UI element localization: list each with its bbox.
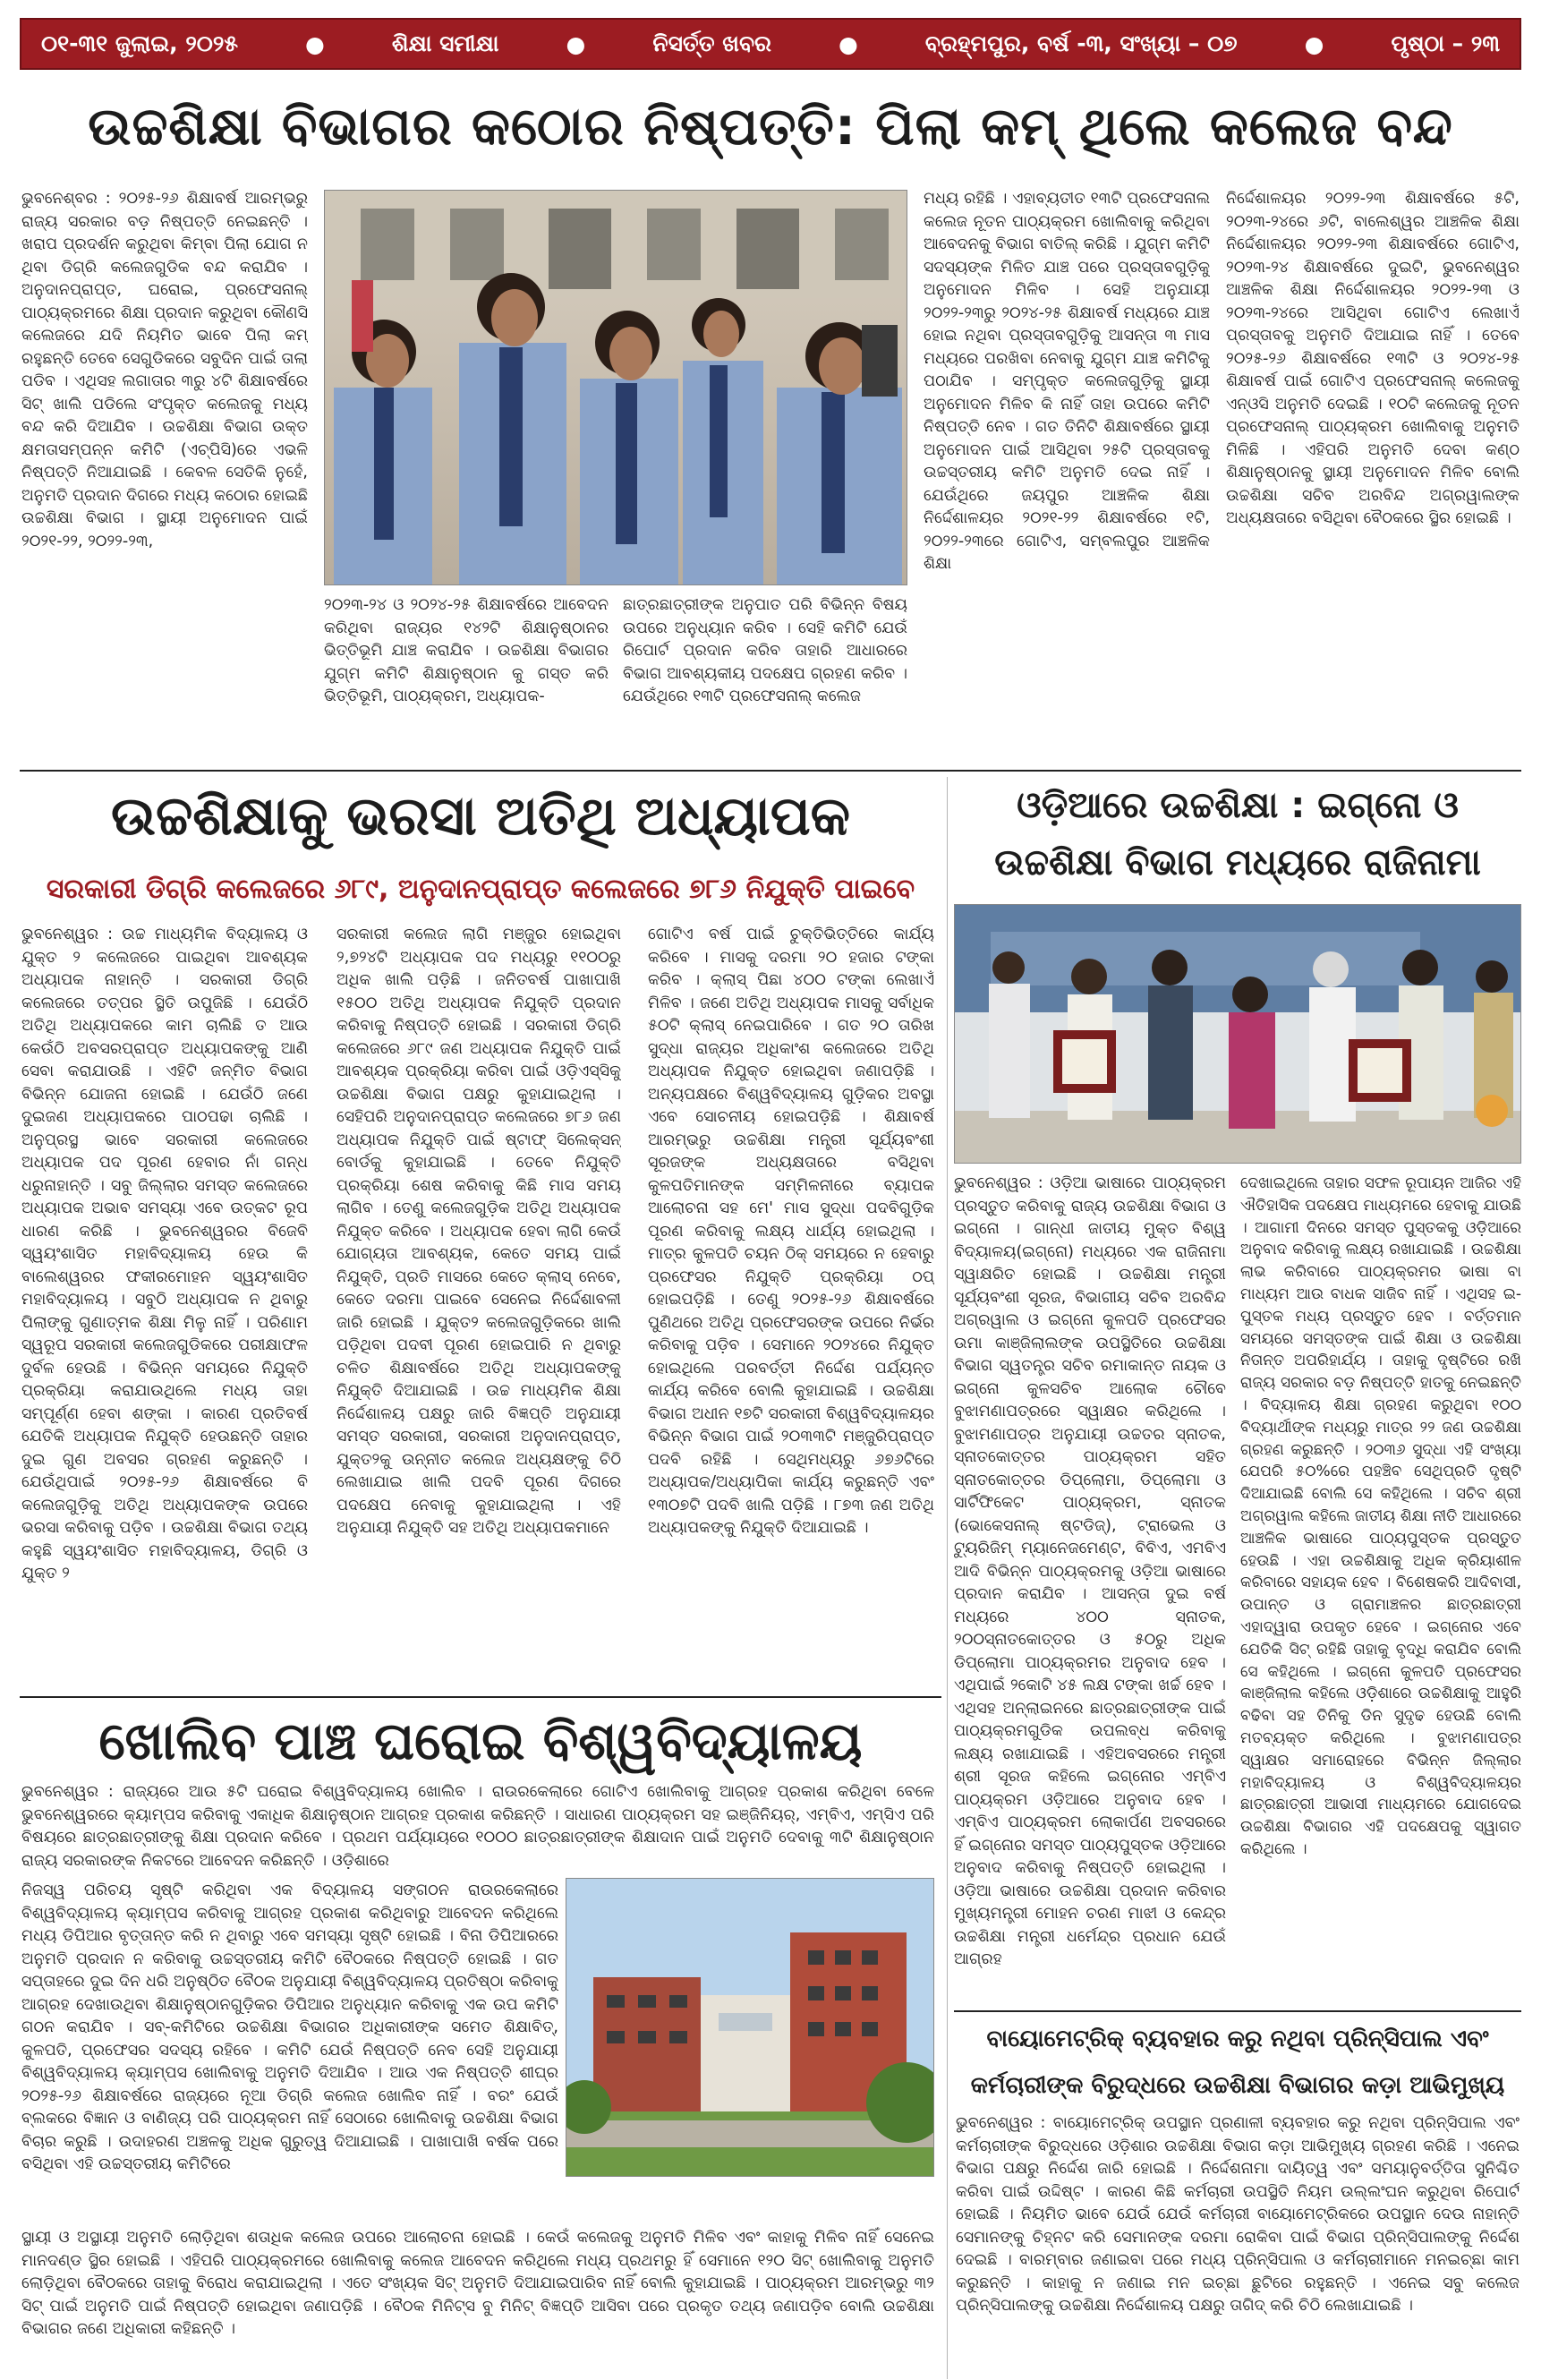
article5-headline-line1: ବାୟୋମେଟ୍ରିକ୍ ବ୍ୟବହାର କରୁ ନଥିବା ପ୍ରିନ୍ସିପାଲ ଏବଂ [986, 2026, 1489, 2052]
students-photo [324, 190, 907, 585]
article1-col4: ମଧ୍ୟ ରହିଛି । ଏହାବ୍ୟତୀତ ୧୩ଟି ପ୍ରଫେସନାଲ କଲେଜ ନୂତନ ପାଠ୍ୟକ୍ରମ ଖୋଲିବାକୁ କରିଥିବା ଆବେଦନକୁ ବିଭାଗ ବାତିଲ୍ କରିଛି । ଯୁଗ୍ମ କମିଟି ସଦସ୍ୟଙ୍କ ମିଳିତ ଯାଞ୍ଚ ପରେ ପ୍ରସ୍ତାବଗୁଡ଼ିକୁ ଅନୁମୋଦନ ମିଳିବ । ସେହି ଅନୁଯାୟୀ ୨୦୨୨-୨୩ରୁ ୨୦୨୪-୨୫ ଶିକ୍ଷାବର୍ଷ ମଧ୍ୟରେ ଯାଞ୍ଚ ହୋଇ ନଥିବା ପ୍ରସ୍ତାବଗୁଡ଼ିକୁ ଆସନ୍ତା ୩ ମାସ ମଧ୍ୟରେ ପରଖିବା ନେବାକୁ ଯୁଗ୍ମ ଯାଞ୍ଚ କମିଟିକୁ ପଠାଯିବ । ସମ୍ପୃକ୍ତ କଲେଜଗୁଡ଼ିକୁ ସ୍ଥାୟୀ ଅନୁମୋଦନ ମିଳିବ କି ନାହିଁ ତାହା ଉପରେ କମିଟି ନିଷ୍ପତ୍ତି ନେବ । ଗତ ତିନିଟି ଶିକ୍ଷାବର୍ଷରେ ସ୍ଥାୟୀ ଅନୁମୋଦନ ପାଇଁ ଆସିଥିବା ୨୫ଟି ପ୍ରସ୍ତାବକୁ ଉଚ୍ଚସ୍ତରୀୟ କମିଟି ଅନୁମତି ଦେଇ ନାହିଁ । ଯେଉଁଥିରେ ଜୟପୁର ଆଞ୍ଚଳିକ ଶିକ୍ଷା ନିର୍ଦ୍ଦେଶାଳୟର ୨୦୨୧-୨୨ ଶିକ୍ଷାବର୍ଷରେ ୧ଟି, ୨୦୨୨-୨୩ରେ ଗୋଟିଏ, ସମ୍ବଲପୁର ଆଞ୍ଚଳିକ ଶିକ୍ଷା [924, 190, 1210, 573]
article2-headline: ଉଚ୍ଚଶିକ୍ଷାକୁ ଭରସା ଅତିଥି ଅଧ୍ୟାପକ [111, 785, 850, 848]
article4-lead: ଭୁବନେଶ୍ୱର : ରାଜ୍ୟରେ ଆଉ ୫ଟି ଘରୋଇ ବିଶ୍ୱବିଦ୍ୟାଳୟ ଖୋଲିବ । ରାଉରକେଲାରେ ଗୋଟିଏ ଖୋଲିବାକୁ ଆଗ୍ରହ ପ୍ରକାଶ କରିଥିବା ବେଳେ ଭୁବନେଶ୍ୱରରେ କ୍ୟାମ୍ପସ କରିବାକୁ ଏକାଧିକ ଶିକ୍ଷାନୁଷ୍ଠାନ ଆଗ୍ରହ ପ୍ରକାଶ କରିଛନ୍ତି । ସାଧାରଣ ପାଠ୍ୟକ୍ରମ ସହ ଇଞ୍ଜିନିୟର୍, ଏମ୍‌ବିଏ, ଏମ୍‌ସିଏ ପରି ବିଷୟରେ ଛାତ୍ରଛାତ୍ରୀଙ୍କୁ ଶିକ୍ଷା ପ୍ରଦାନ କରିବେ । ପ୍ରଥମ ପର୍ଯ୍ୟାୟରେ ୧୦୦୦ ଛାତ୍ରଛାତ୍ରୀଙ୍କ ଶିକ୍ଷାଦାନ ପାଇଁ ଅନୁମତି ଦେବାକୁ ୩ଟି ଶିକ୍ଷାନୁଷ୍ଠାନ ରାଜ୍ୟ ସରକାରଙ୍କ ନିକଟରେ ଆବେଦନ କରିଛନ୍ତି । ଓଡ଼ିଶାରେ [21, 1783, 934, 1870]
bullet-1: ● [305, 30, 325, 57]
article1-col5: ନିର୍ଦ୍ଦେଶାଳୟର ୨୦୨୨-୨୩ ଶିକ୍ଷାବର୍ଷରେ ୫ଟି, ୨୦୨୩-୨୪ରେ ୬ଟି, ବାଲେଶ୍ୱର ଆଞ୍ଚଳିକ ଶିକ୍ଷା ନିର୍ଦ୍ଦେଶାଳୟର ୨୦୨୨-୨୩ ଶିକ୍ଷାବର୍ଷରେ ଗୋଟିଏ, ୨୦୨୩-୨୪ ଶିକ୍ଷାବର୍ଷରେ ଦୁଇଟି, ଭୁବନେଶ୍ୱର ଆଞ୍ଚଳିକ ଶିକ୍ଷା ନିର୍ଦ୍ଦେଶାଳୟର ୨୦୨୨-୨୩ ଓ ୨୦୨୩-୨୪ରେ ଆସିଥିବା ଗୋଟିଏ ଲେଖାଏଁ ପ୍ରସ୍ତାବକୁ ଅନୁମତି ଦିଆଯାଇ ନାହିଁ । ତେବେ ୨୦୨୫-୨୬ ଶିକ୍ଷାବର୍ଷରେ ୧୩ଟି ଓ ୨୦୨୪-୨୫ ଶିକ୍ଷାବର୍ଷ ପାଇଁ ଗୋଟିଏ ପ୍ରଫେସନାଲ୍ କଲେଜକୁ ଏନ୍‌ଓସି ଅନୁମତି ଦେଇଛି । ୧୦ଟି କଲେଜକୁ ନୂତନ ପ୍ରଫେସନାଲ୍ ପାଠ୍ୟକ୍ରମ ଖୋଲିବାକୁ ଅନୁମତି ମିଳିଛି । ଏହିପରି ଅନୁମତି ଦେବା କଣ୍ଠ ଶିକ୍ଷାନୁଷ୍ଠାନକୁ ସ୍ଥାୟୀ ଅନୁମୋଦନ ମିଳିବ ବୋଲି ଉଚ୍ଚଶିକ୍ଷା ସଚିବ ଅରବିନ୍ଦ ଅଗ୍ରୱାଲଙ୍କ ଅଧ୍ୟକ୍ଷତାରେ ବସିଥିବା ବୈଠକରେ ସ୍ଥିର ହୋଇଛି । [1226, 190, 1520, 527]
article2-col3: ଗୋଟିଏ ବର୍ଷ ପାଇଁ ଚୁକ୍ତିଭିତ୍ତିରେ କାର୍ଯ୍ୟ କରିବେ । ମାସକୁ ଦରମା ୨୦ ହଜାର ଟଙ୍କା କରିବ । କ୍ଲାସ୍ ପିଛା ୪୦୦ ଟଙ୍କା ଲେଖାଏଁ ମିଳିବ । ଜଣେ ଅତିଥି ଅଧ୍ୟାପକ ମାସକୁ ସର୍ବାଧିକ ୫୦ଟି କ୍ଲାସ୍ ନେଇପାରିବେ । ଗତ ୨୦ ତାରିଖ ସୁଦ୍ଧା ରାଜ୍ୟର ଅଧିକାଂଶ କଲେଜରେ ଅତିଥି ଅଧ୍ୟାପକ ନିଯୁକ୍ତ ହୋଇଥିବା ଜଣାପଡ଼ିଛି । ଅନ୍ୟପକ୍ଷରେ ବିଶ୍ୱବିଦ୍ୟାଳୟ ଗୁଡ଼ିକର ଅବସ୍ଥା ଏବେ ସୋଚନୀୟ ହୋଇପଡ଼ିଛି । ଶିକ୍ଷାବର୍ଷ ଆରମ୍ଭରୁ ଉଚ୍ଚଶିକ୍ଷା ମନ୍ତ୍ରୀ ସୂର୍ଯ୍ୟବଂଶୀ ସୂରଜଙ୍କ ଅଧ୍ୟକ୍ଷତାରେ ବସିଥିବା କୁଳପତିମାନଙ୍କ ସମ୍ମିଳନୀରେ ବ୍ୟାପକ ଆଲୋଚନା ସହ ମେ' ମାସ ସୁଦ୍ଧା ପଦବିଗୁଡ଼ିକ ପୂରଣ କରିବାକୁ ଲକ୍ଷ୍ୟ ଧାର୍ଯ୍ୟ ହୋଇଥିଲା । ମାତ୍ର କୁଳପତି ଚୟନ ଠିକ୍ ସମୟରେ ନ ହେବାରୁ ପ୍ରଫେସର ନିଯୁକ୍ତି ପ୍ରକ୍ରିୟା ଠପ୍ ହୋଇପଡ଼ିଛି । ତେଣୁ ୨୦୨୫-୨୬ ଶିକ୍ଷାବର୍ଷରେ ପୁଣିଥରେ ଅତିଥି ପ୍ରଫେସରଙ୍କ ଉପରେ ନିର୍ଭର କରିବାକୁ ପଡ଼ିବ । ସେମାନେ ୨୦୨୪ରେ ନିଯୁକ୍ତ ହୋଇଥିଲେ ପରବର୍ତ୍ତୀ ନିର୍ଦ୍ଦେଶ ପର୍ଯ୍ୟନ୍ତ କାର୍ଯ୍ୟ କରିବେ ବୋଲି କୁହାଯାଇଛି । ଉଚ୍ଚଶିକ୍ଷା ବିଭାଗ ଅଧୀନ ୧୭ଟି ସରକାରୀ ବିଶ୍ୱବିଦ୍ୟାଳୟର ବିଭିନ୍ନ ବିଭାଗ ପାଇଁ ୨୦୩୩ଟି ମଞ୍ଜୁରିପ୍ରାପ୍ତ ପଦବି ରହିଛି । ସେଥିମଧ୍ୟରୁ ୬୭୬ଟିରେ ଅଧ୍ୟାପକ/ଅଧ୍ୟାପିକା କାର୍ଯ୍ୟ କରୁଛନ୍ତି ଏବଂ ୧୩୦୭ଟି ପଦବି ଖାଲି ପଡ଼ିଛି । ୮୭୩ ଜଣ ଅତିଥି ଅଧ୍ୟାପକଙ୍କୁ ନିଯୁକ୍ତି ଦିଆଯାଇଛି । [648, 926, 934, 1537]
column-rule-right [947, 777, 948, 2379]
article1-headline: ଉଚ୍ଚଶିକ୍ଷା ବିଭାଗର କଠୋର ନିଷ୍ପତ୍ତି: ପିଲା କମ୍ ଥିଲେ କଲେଜ ବନ୍ଦ [88, 96, 1453, 157]
article4-tail: ସ୍ଥାୟୀ ଓ ଅସ୍ଥାୟୀ ଅନୁମତି ଲୋଡ଼ିଥିବା ଶତାଧିକ କଲେଜ ଉପରେ ଆଲୋଚନା ହୋଇଛି । କେଉଁ କଲେଜକୁ ଅନୁମତି ମିଳିବ ଏବଂ କାହାକୁ ମିଳିବ ନାହିଁ ସେନେଇ ମାନଦଣ୍ଡ ସ୍ଥିର ହୋଇଛି । ଏହିପରି ପାଠ୍ୟକ୍ରମରେ ଖୋଲିବାକୁ କଲେଜ ଆବେଦନ କରିଥିଲେ ମଧ୍ୟ ପ୍ରଥମରୁ ହିଁ ସେମାନେ ୧୨୦ ସିଟ୍ ଖୋଲିବାକୁ ଅନୁମତି ଲୋଡ଼ିଥିବା ବୈଠକରେ ତାହାକୁ ବିରୋଧ କରାଯାଇଥିଲା । ଏତେ ସଂଖ୍ୟକ ସିଟ୍ ଅନୁମତି ଦିଆଯାଇପାରିବ ନାହିଁ ବୋଲି କୁହାଯାଇଛି । ପାଠ୍ୟକ୍ରମ ଆରମ୍ଭରୁ ୩୨ ସିଟ୍ ପାଇଁ ଅନୁମତି ପାଇଁ ନିଷ୍ପତ୍ତି ହୋଇଥିବା ଜଣାପଡ଼ିଛି । ବୈଠକ ମିନିଟ୍ସ ବୁ ମିନିଟ୍ ବିଜ୍ଞପ୍ତି ଆସିବା ପରେ ପ୍ରକୃତ ତଥ୍ୟ ଜଣାପଡ଼ିବ ବୋଲି ଉଚ୍ଚଶିକ୍ଷା ବିଭାଗର ଜଣେ ଅଧିକାରୀ କହିଛନ୍ତି । [21, 2229, 934, 2338]
article1-col1: ଭୁବନେଶ୍ବର : ୨୦୨୫-୨୬ ଶିକ୍ଷାବର୍ଷ ଆରମ୍ଭରୁ ରାଜ୍ୟ ସରକାର ବଡ଼ ନିଷ୍ପତ୍ତି ନେଇଛନ୍ତି । ଖରାପ ପ୍ରଦର୍ଶନ କରୁଥିବା କିମ୍ବା ପିଲା ଯୋଗ ନ ଥିବା ଡିଗ୍ରି କଲେଜଗୁଡିକ ବନ୍ଦ କରାଯିବ । ଅନୁଦାନପ୍ରାପ୍ତ, ଘରୋଇ, ପ୍ରଫେସନାଲ୍ ପାଠ୍ୟକ୍ରମରେ ଶିକ୍ଷା ପ୍ରଦାନ କରୁଥିବା କୌଣସି କଲେଜରେ ଯଦି ନିୟମିତ ଭାବେ ପିଲା କମ୍ ରହୁଛନ୍ତି ତେବେ ସେଗୁଡିକରେ ସବୁଦିନ ପାଇଁ ତାଲା ପଡିବ । ଏଥିସହ ଲଗାତାର ୩ରୁ ୪ଟି ଶିକ୍ଷାବର୍ଷରେ ସିଟ୍ ଖାଲି ପଡିଲେ ସଂପୃକ୍ତ କଲେଜକୁ ମଧ୍ୟ ବନ୍ଦ କରି ଦିଆଯିବ । ଉଚ୍ଚଶିକ୍ଷା ବିଭାଗ ଉକ୍ତ କ୍ଷମତାସମ୍ପନ୍ନ କମିଟି (ଏଚ୍‌ପିସି)ରେ ଏଭଳି ନିଷ୍ପତ୍ତି ନିଆଯାଇଛି । କେବଳ ସେତିକି ନୁହେଁ, ଅନୁମତି ପ୍ରଦାନ ଦିଗରେ ମଧ୍ୟ କଠୋର ହୋଇଛି ଉଚ୍ଚଶିକ୍ଷା ବିଭାଗ । ସ୍ଥାୟୀ ଅନୁମୋଦନ ପାଇଁ ୨୦୨୧-୨୨, ୨୦୨୨-୨୩, [21, 190, 308, 550]
university-building-photo-image [566, 1879, 934, 2177]
section-name: ଶିକ୍ଷା ସମୀକ୍ଷା [391, 30, 499, 56]
article2-col2: ସରକାରୀ କଲେଜ ଲାଗି ମଞ୍ଜୁର ହୋଇଥିବା ୨,୭୨୪ଟି ଅଧ୍ୟାପକ ପଦ ମଧ୍ୟରୁ ୧୧୦୦ରୁ ଅଧିକ ଖାଲି ପଡ଼ିଛି । ଜନିତବର୍ଷ ପାଖାପାଖି ୧୫୦୦ ଅତିଥି ଅଧ୍ୟାପକ ନିଯୁକ୍ତି ପ୍ରଦାନ କରିବାକୁ ନିଷ୍ପତ୍ତି ହୋଇଛି । ସରକାରୀ ଡିଗ୍ରି କଲେଜରେ ୬୮୯ ଜଣ ଅଧ୍ୟାପକ ନିଯୁକ୍ତି ପାଇଁ ଆବଶ୍ୟକ ପ୍ରକ୍ରିୟା କରିବା ପାଇଁ ଓଡ଼ିଏସ୍‌ସିକୁ ଉଚ୍ଚଶିକ୍ଷା ବିଭାଗ ପକ୍ଷରୁ କୁହାଯାଇଥିଲା । ସେହିପରି ଅନୁଦାନପ୍ରାପ୍ତ କଲେଜରେ ୭୮୬ ଜଣ ଅଧ୍ୟାପକ ନିଯୁକ୍ତି ପାଇଁ ଷ୍ଟାଫ୍ ସିଲେକ୍ସନ୍ ବୋର୍ଡକୁ କୁହାଯାଇଛି । ତେବେ ନିଯୁକ୍ତି ପ୍ରକ୍ରିୟା ଶେଷ କରିବାକୁ କିଛି ମାସ ସମୟ ଲାଗିବ । ତେଣୁ କଲେଜଗୁଡ଼ିକ ଅତିଥି ଅଧ୍ୟାପକ ନିଯୁକ୍ତ କରିବେ । ଅଧ୍ୟାପକ ହେବା ଲାଗି କେଉଁ ଯୋଗ୍ୟତା ଆବଶ୍ୟକ, କେତେ ସମୟ ପାଇଁ ନିଯୁକ୍ତି, ପ୍ରତି ମାସରେ କେତେ କ୍ଲାସ୍ ନେବେ, କେତେ ଦରମା ପାଇବେ ସେନେଇ ନିର୍ଦ୍ଦେଶାବଳୀ ଜାରି ହୋଇଛି । ଯୁକ୍ତ୨ କଲେଜଗୁଡ଼ିକରେ ଖାଲି ପଡ଼ିଥିବା ପଦବୀ ପୂରଣ ହୋଇପାରି ନ ଥିବାରୁ ଚଳିତ ଶିକ୍ଷାବର୍ଷରେ ଅତିଥି ଅଧ୍ୟାପକଙ୍କୁ ନିଯୁକ୍ତି ଦିଆଯାଇଛି । ଉଚ୍ଚ ମାଧ୍ୟମିକ ଶିକ୍ଷା ନିର୍ଦ୍ଦେଶାଳୟ ପକ୍ଷରୁ ଜାରି ବିଜ୍ଞପ୍ତି ଅନୁଯାୟୀ ସମସ୍ତ ସରକାରୀ, ସରକାରୀ ଅନୁଦାନପ୍ରାପ୍ତ, ଯୁକ୍ତ୨କୁ ଉନ୍ନୀତ କଲେଜ ଅଧ୍ୟକ୍ଷଙ୍କୁ ଚିଠି ଲେଖାଯାଇ ଖାଲି ପଦବି ପୂରଣ ଦିଗରେ ପଦକ୍ଷେପ ନେବାକୁ କୁହାଯାଇଥିଲା । ଏହି ଅନୁଯାୟୀ ନିଯୁକ୍ତି ସହ ଅତିଥି ଅଧ୍ୟାପକମାନେ [336, 926, 621, 1537]
students-photo-image [325, 191, 907, 585]
bullet-3: ● [839, 30, 858, 57]
issue-date: ୦୧-୩୧ ଜୁଲାଇ, ୨୦୨୫ [41, 30, 238, 56]
article5-body: ଭୁବନେଶ୍ୱର : ବାୟୋମେଟ୍ରିକ୍ ଉପସ୍ଥାନ ପ୍ରଣାଳୀ ବ୍ୟବହାର କରୁ ନଥିବା ପ୍ରିନ୍ସିପାଲ ଏବଂ କର୍ମଚାରୀଙ୍କ ବିରୁଦ୍ଧରେ ଓଡ଼ିଶାର ଉଚ୍ଚଶିକ୍ଷା ବିଭାଗ କଡ଼ା ଆଭିମୁଖ୍ୟ ଗ୍ରହଣ କରିଛି । ଏନେଇ ବିଭାଗ ପକ୍ଷରୁ ନିର୍ଦ୍ଦେଶ ଜାରି ହୋଇଛି । ନିର୍ଦ୍ଦେଶନାମା ଦାୟିତ୍ୱ ଏବଂ ସମୟାନୁବର୍ତ୍ତିତା ସୁନିଶ୍ଚିତ କରିବା ପାଇଁ ଉଦ୍ଦିଷ୍ଟ । କାରଣ କିଛି କର୍ମଚାରୀ ଉପସ୍ଥିତି ନିୟମ ଉଲ୍ଲଂଘନ କରୁଥିବା ରିପୋର୍ଟ ହୋଇଛି । ନିୟମିତ ଭାବେ ଯେଉଁ ଯେଉଁ କର୍ମଚାରୀ ବାୟୋମେଟ୍ରିକରେ ଉପସ୍ଥାନ ଦେଉ ନାହାନ୍ତି ସେମାନଙ୍କୁ ଚିହ୍ନଟ କରି ସେମାନଙ୍କ ଦରମା ରୋକିବା ପାଇଁ ବିଭାଗ ପ୍ରିନ୍ସିପାଲଙ୍କୁ ନିର୍ଦ୍ଦେଶ ଦେଇଛି । ବାରମ୍ବାର ଜଣାଇବା ପରେ ମଧ୍ୟ ପ୍ରିନ୍ସିପାଲ ଓ କର୍ମଚାରୀମାନେ ମନଇଚ୍ଛା କାମ କରୁଛନ୍ତି । କାହାକୁ ନ ଜଣାଇ ମନ ଇଚ୍ଛା ଛୁଟିରେ ରହୁଛନ୍ତି । ଏନେଇ ସବୁ କଲେଜ ପ୍ରିନ୍ସିପାଲଙ୍କୁ ଉଚ୍ଚଶିକ୍ଷା ନିର୍ଦ୍ଦେଶାଳୟ ପକ୍ଷରୁ ତାଗିଦ୍ କରି ଚିଠି ଲେଖାଯାଇଛି । [956, 2114, 1520, 2315]
article5-headline-line2: କର୍ମଚାରୀଙ୍କ ବିରୁଦ୍ଧରେ ଉଚ୍ଚଶିକ୍ଷା ବିଭାଗର କଡ଼ା ଆଭିମୁଖ୍ୟ [970, 2072, 1505, 2099]
article3-headline-line2: ଉଚ୍ଚଶିକ୍ଷା ବିଭାଗ ମଧ୍ୟରେ ରାଜିନାମା [994, 842, 1481, 883]
university-building-photo [566, 1878, 934, 2177]
section-divider-1 [20, 770, 1521, 772]
section-divider-3 [954, 2010, 1521, 2012]
article3-headline-line1: ଓଡ଼ିଆରେ ଉଚ୍ଚଶିକ୍ଷା : ଇଗ୍ନୋ ଓ [1017, 785, 1459, 826]
article2-col1: ଭୁବନେଶ୍ୱର : ଉଚ୍ଚ ମାଧ୍ୟମିକ ବିଦ୍ୟାଳୟ ଓ ଯୁକ୍ତ ୨ କଲେଜରେ ପାଇଥିବା ଆବଶ୍ୟକ ଅଧ୍ୟାପକ ନାହାନ୍ତି । ସରକାରୀ ଡିଗ୍ରି କଲେଜରେ ତତ୍ପର ସ୍ଥିତି ଉପୁଜିଛି । ଯେଉଁଠି ଅତିଥି ଅଧ୍ୟାପକରେ କାମ ଚାଲିଛି ତ ଆଉ କେଉଁଠି ଅବସରପ୍ରାପ୍ତ ଅଧ୍ୟାପକଙ୍କୁ ଆଣି ସେବା କରାଯାଉଛି । ଏହିଟି ଜନ୍ମିତ ବିଭାଗ ବିଭିନ୍ନ ଯୋଜନା ହୋଇଛି । ଯେଉଁଠି ଜଣେ ଦୁଇଜଣ ଅଧ୍ୟାପକରେ ପାଠପଢା ଚାଲିଛି । ଅନୁପ୍ରସ୍ଥ ଭାବେ ସରକାରୀ କଲେଜରେ ଅଧ୍ୟାପକ ପଦ ପୂରଣ ହେବାର ନାଁ ଗନ୍ଧ ଧରୁନାହାନ୍ତି । ସବୁ ଜିଲ୍ଲାର ସମସ୍ତ କଲେଜରେ ଅଧ୍ୟାପକ ଅଭାବ ସମସ୍ୟା ଏବେ ଉତ୍କଟ ରୂପ ଧାରଣ କରିଛି । ଭୁବନେଶ୍ୱରର ବିଜେବି ସ୍ୱୟଂଶାସିତ ମହାବିଦ୍ୟାଳୟ ହେଉ କି ବାଲେଶ୍ୱରର ଫକୀରମୋହନ ସ୍ୱୟଂଶାସିତ ମହାବିଦ୍ୟାଳୟ । ସବୁଠି ଅଧ୍ୟାପକ ନ ଥିବାରୁ ପିଲାଙ୍କୁ ଗୁଣାତ୍ମକ ଶିକ୍ଷା ମିଳୁ ନାହିଁ । ପରିଣାମ ସ୍ୱରୂପ ସରକାରୀ କଲେଜଗୁଡିକରେ ପରୀକ୍ଷାଫଳ ଦୁର୍ବଳ ହେଉଛି । ବିଭିନ୍ନ ସମୟରେ ନିଯୁକ୍ତି ପ୍ରକ୍ରିୟା କରାଯାଉଥିଲେ ମଧ୍ୟ ତାହା ସମ୍ପୂର୍ଣ୍ଣ ହେବା ଶଙ୍କା । କାରଣ ପ୍ରତିବର୍ଷ ଯେତିକି ଅଧ୍ୟାପକ ନିଯୁକ୍ତି ହେଉଛନ୍ତି ତାହାର ଦୁଇ ଗୁଣ ଅବସର ଗ୍ରହଣ କରୁଛନ୍ତି । ଯେଉଁଥିପାଇଁ ୨୦୨୫-୨୬ ଶିକ୍ଷାବର୍ଷରେ ବି କଲେଜଗୁଡ଼ିକୁ ଅତିଥି ଅଧ୍ୟାପକଙ୍କ ଉପରେ ଭରସା କରିବାକୁ ପଡ଼ିବ । ଉଚ୍ଚଶିକ୍ଷା ବିଭାଗ ତଥ୍ୟ କହୁଛି ସ୍ୱୟଂଶାସିତ ମହାବିଦ୍ୟାଳୟ, ଡିଗ୍ରି ଓ ଯୁକ୍ତ ୨ [21, 926, 308, 1582]
article1-col2: ୨୦୨୩-୨୪ ଓ ୨୦୨୪-୨୫ ଶିକ୍ଷାବର୍ଷରେ ଆବେଦନ କରିଥିବା ରାଜ୍ୟର ୧୪୨ଟି ଶିକ୍ଷାନୁଷ୍ଠାନର ଭିତ୍ତିଭୂମି ଯାଞ୍ଚ କରାଯିବ । ଉଚ୍ଚଶିକ୍ଷା ବିଭାଗର ଯୁଗ୍ମ କମିଟି ଶିକ୍ଷାନୁଷ୍ଠାନ କୁ ଗସ୍ତ କରି ଭିତ୍ତିଭୂମି, ପାଠ୍ୟକ୍ରମ, ଅଧ୍ୟାପକ- [324, 596, 609, 705]
page-number: ପୃଷ୍ଠା – ୨୩ [1391, 30, 1500, 56]
article3-col1: ଭୁବନେଶ୍ୱର : ଓଡ଼ିଆ ଭାଷାରେ ପାଠ୍ୟକ୍ରମ ପ୍ରସ୍ତୁତ କରିବାକୁ ରାଜ୍ୟ ଉଚ୍ଚଶିକ୍ଷା ବିଭାଗ ଓ ଇଗ୍ନୋ । ଗାନ୍ଧୀ ଜାତୀୟ ମୁକ୍ତ ବିଶ୍ୱ ବିଦ୍ୟାଳୟ(ଇଗ୍ନୋ) ମଧ୍ୟରେ ଏକ ରାଜିନାମା ସ୍ୱାକ୍ଷରିତ ହୋଇଛି । ଉଚ୍ଚଶିକ୍ଷା ମନ୍ତ୍ରୀ ସୂର୍ଯ୍ୟବଂଶୀ ସୂରଜ, ବିଭାଗୀୟ ସଚିବ ଅରବିନ୍ଦ ଅଗ୍ରୱାଲ ଓ ଇଗ୍ନୋ କୁଳପତି ପ୍ରଫେସର ଉମା କାଞ୍ଜିଲାଲଙ୍କ ଉପସ୍ଥିତିରେ ଉଚ୍ଚଶିକ୍ଷା ବିଭାଗ ସ୍ୱତନ୍ତ୍ର ସଚିବ ରମାକାନ୍ତ ନାୟକ ଓ ଇଗ୍ନୋ କୁଳସଚିବ ଆଲୋକ ଚୌବେ ବୁଝାମଣାପତ୍ରରେ ସ୍ୱାକ୍ଷର କରିଥିଲେ । ବୁଝାମଣାପତ୍ର ଅନୁଯାୟୀ ଉଚ୍ଚତର ସ୍ନାତକ, ସ୍ନାତକୋତ୍ତର ପାଠ୍ୟକ୍ରମ ସହିତ ସ୍ନାତକୋତ୍ତର ଡିପ୍ଲୋମା, ଡିପ୍ଲୋମା ଓ ସାର୍ଟିଫିକେଟ ପାଠ୍ୟକ୍ରମ, ସ୍ନାତକ (ଭୋକେସନାଲ୍ ଷ୍ଟଡିଜ୍), ଟ୍ରାଭେଲ ଓ ଟ୍ୟୁରିଜିମ୍ ମ୍ୟାନେଜମେଣ୍ଟ, ବିବିଏ, ଏମବିଏ ଆଦି ବିଭିନ୍ନ ପାଠ୍ୟକ୍ରମକୁ ଓଡ଼ିଆ ଭାଷାରେ ପ୍ରଦାନ କରାଯିବ । ଆସନ୍ତା ଦୁଇ ବର୍ଷ ମଧ୍ୟରେ ୪୦୦ ସ୍ନାତକ, ୨୦୦ସ୍ନାତକୋତ୍ତର ଓ ୫୦ରୁ ଅଧିକ ଡିପ୍ଲୋମା ପାଠ୍ୟକ୍ରମର ଅନୁବାଦ ହେବ । ଏଥିପାଇଁ ୨କୋଟି ୪୫ ଲକ୍ଷ ଟଙ୍କା ଖର୍ଚ୍ଚ ହେବ । ଏଥିସହ ଅନ୍‌ଲାଇନରେ ଛାତ୍ରଛାତ୍ରୀଙ୍କ ପାଇଁ ପାଠ୍ୟକ୍ରମଗୁଡିକ ଉପଲବ୍ଧ କରିବାକୁ ଲକ୍ଷ୍ୟ ରଖାଯାଇଛି । ଏହିଅବସରରେ ମନ୍ତ୍ରୀ ଶ୍ରୀ ସୂରଜ କହିଲେ ଇଗ୍ନୋର ଏମ୍‌ବିଏ ପାଠ୍ୟକ୍ରମ ଓଡ଼ିଆରେ ଅନୁବାଦ ହେବ । ଏମ୍‌ବିଏ ପାଠ୍ୟକ୍ରମ ଲୋକାର୍ପଣ ଅବସରରେ ହିଁ ଇଗ୍ନୋର ସମସ୍ତ ପାଠ୍ୟପୁସ୍ତକ ଓଡ଼ିଆରେ ଅନୁବାଦ କରିବାକୁ ନିଷ୍ପତ୍ତି ହୋଇଥିଲା । ଓଡ଼ିଆ ଭାଷାରେ ଉଚ୍ଚଶିକ୍ଷା ପ୍ରଦାନ କରିବାର ମୁଖ୍ୟମନ୍ତ୍ରୀ ମୋହନ ଚରଣ ମାଝୀ ଓ କେନ୍ଦ୍ର ଉଚ୍ଚଶିକ୍ଷା ମନ୍ତ୍ରୀ ଧର୍ମେନ୍ଦ୍ର ପ୍ରଧାନ ଯେଉଁ ଆଗ୍ରହ [954, 1174, 1226, 1968]
bullet-4: ● [1304, 30, 1324, 57]
bullet-2: ● [566, 30, 586, 57]
publication-location: ବ୍ରହ୍ମପୁର, ବର୍ଷ -୩, ସଂଖ୍ୟା – ୦୭ [924, 30, 1238, 56]
masthead-bar [20, 18, 1521, 70]
article4-headline: ଖୋଲିବ ପାଞ୍ଚ ଘରୋଇ ବିଶ୍ୱବିଦ୍ୟାଳୟ [98, 1710, 863, 1771]
mou-signing-photo-image [955, 905, 1521, 1164]
section-divider-2 [20, 1696, 941, 1698]
article3-col2: ଦେଖାଇଥିଲେ ତାହାର ସଫଳ ରୂପାୟନ ଆଜିର ଏହି ଐତିହାସିକ ପଦକ୍ଷେପ ମାଧ୍ୟମରେ ହେବାକୁ ଯାଉଛି । ଆଗାମୀ ଦିନରେ ସମସ୍ତ ପୁସ୍ତକକୁ ଓଡ଼ିଆରେ ଅନୁବାଦ କରିବାକୁ ଲକ୍ଷ୍ୟ ରଖାଯାଇଛି । ଉଚ୍ଚଶିକ୍ଷା ଲାଭ କରିବାରେ ପାଠ୍ୟକ୍ରମର ଭାଷା ବା ମାଧ୍ୟମ ଆଉ ବାଧକ ସାଜିବ ନାହିଁ । ଏଥିସହ ଇ-ପୁସ୍ତକ ମଧ୍ୟ ପ୍ରସ୍ତୁତ ହେବ । ବର୍ତ୍ତମାନ ସମୟରେ ସମସ୍ତଙ୍କ ପାଇଁ ଶିକ୍ଷା ଓ ଉଚ୍ଚଶିକ୍ଷା ନିତାନ୍ତ ଅପରିହାର୍ଯ୍ୟ । ତାହାକୁ ଦୃଷ୍ଟିରେ ରଖି ରାଜ୍ୟ ସରକାର ବଡ଼ ନିଷ୍ପତ୍ତି ହାତକୁ ନେଇଛନ୍ତି । ବିଦ୍ୟାଳୟ ଶିକ୍ଷା ଗ୍ରହଣ କରୁଥିବା ୧୦୦ ବିଦ୍ୟାର୍ଥୀଙ୍କ ମଧ୍ୟରୁ ମାତ୍ର ୨୨ ଜଣ ଉଚ୍ଚଶିକ୍ଷା ଗ୍ରହଣ କରୁଛନ୍ତି । ୨୦୩୬ ସୁଦ୍ଧା ଏହି ସଂଖ୍ୟା ଯେପରି ୫୦%ରେ ପହଞ୍ଚିବ ସେଥିପ୍ରତି ଦୃଷ୍ଟି ଦିଆଯାଇଛି ବୋଲି ସେ କହିଥିଲେ । ସଚିବ ଶ୍ରୀ ଅଗ୍ରୱାଲ କହିଲେ ଜାତୀୟ ଶିକ୍ଷା ନୀତି ଆଧାରରେ ଆଞ୍ଚଳିକ ଭାଷାରେ ପାଠ୍ୟପୁସ୍ତକ ପ୍ରସ୍ତୁତ ହେଉଛି । ଏହା ଉଚ୍ଚଶିକ୍ଷାକୁ ଅଧିକ କ୍ରିୟାଶୀଳ କରିବାରେ ସହାୟକ ହେବ । ବିଶେଷକରି ଆଦିବାସୀ, ଉପାନ୍ତ ଓ ଗ୍ରାମାଞ୍ଚଳର ଛାତ୍ରଛାତ୍ରୀ ଏହାଦ୍ୱାରା ଉପକୃତ ହେବେ । ଇଗ୍ନୋର ଏବେ ଯେତିକି ସିଟ୍ ରହିଛି ତାହାକୁ ବୃଦ୍ଧି କରାଯିବ ବୋଲି ସେ କହିଥିଲେ । ଇଗ୍ନୋ କୁଳପତି ପ୍ରଫେସର କାଞ୍ଜିଲାଲ କହିଲେ ଓଡ଼ିଶାରେ ଉଚ୍ଚଶିକ୍ଷାକୁ ଆହୁରି ବଢିବା ସହ ତିନିକୁ ଡିନ ସୁଦୃଢ ହେଉଛି ବୋଲି ମତବ୍ୟକ୍ତ କରିଥିଲେ । ବୁଝାମଣାପତ୍ର ସ୍ୱାକ୍ଷର ସମାରୋହରେ ବିଭିନ୍ନ ଜିଲ୍ଲାର ମହାବିଦ୍ୟାଳୟ ଓ ବିଶ୍ୱବିଦ୍ୟାଳୟର ଛାତ୍ରଛାତ୍ରୀ ଆଭାସୀ ମାଧ୍ୟମରେ ଯୋଗଦେଇ ଉଚ୍ଚଶିକ୍ଷା ବିଭାଗର ଏହି ପଦକ୍ଷେପକୁ ସ୍ୱାଗତ କରିଥିଲେ । [1240, 1174, 1521, 1858]
article1-col3: ଛାତ୍ରଛାତ୍ରୀଙ୍କ ଅନୁପାତ ପରି ବିଭିନ୍ନ ବିଷୟ ଉପରେ ଅନୁଧ୍ୟାନ କରିବ । ସେହି କମିଟି ଯେଉଁ ରିପୋର୍ଟ ପ୍ରଦାନ କରିବ ତାହାରି ଆଧାରରେ ବିଭାଗ ଆବଶ୍ୟକୀୟ ପଦକ୍ଷେପ ଗ୍ରହଣ କରିବ । ଯେଉଁଥିରେ ୧୩ଟି ପ୍ରଫେସନାଲ୍ କଲେଜ [623, 596, 907, 705]
publication-label: ନିସର୍ତ୍ତ ଖବର [652, 30, 771, 56]
article4-col: ନିଜସ୍ୱ ପରିଚୟ ସୃଷ୍ଟି କରିଥିବା ଏକ ବିଦ୍ୟାଳୟ ସଙ୍ଗଠନ ରାଉରକେଲାରେ ବିଶ୍ୱବିଦ୍ୟାଳୟ କ୍ୟାମ୍ପସ କରିବାକୁ ଆଗ୍ରହ ପ୍ରକାଶ କରିଥିବାରୁ ଆବେଦନ କରିଥିଲେ ମଧ୍ୟ ଡିପିଆର ବୃତ୍ତାନ୍ତ କରି ନ ଥିବାରୁ ଏବେ ସମସ୍ୟା ସୃଷ୍ଟି ହୋଇଛି । ବିନା ଡିପିଆରରେ ଅନୁମତି ପ୍ରଦାନ ନ କରିବାକୁ ଉଚ୍ଚସ୍ତରୀୟ କମିଟି ବୈଠକରେ ନିଷ୍ପତ୍ତି ହୋଇଛି । ଗତ ସପ୍ତାହରେ ଦୁଇ ଦିନ ଧରି ଅନୁଷ୍ଠିତ ବୈଠକ ଅନୁଯାୟୀ ବିଶ୍ୱବିଦ୍ୟାଳୟ ପ୍ରତିଷ୍ଠା କରିବାକୁ ଆଗ୍ରହ ଦେଖାଉଥିବା ଶିକ୍ଷାନୁଷ୍ଠାନଗୁଡ଼ିକର ଡିପିଆର ଅନୁଧ୍ୟାନ କରିବାକୁ ଏକ ଉପ କମିଟି ଗଠନ କରାଯିବ । ସବ୍-କମିଟିରେ ଉଚ୍ଚଶିକ୍ଷା ବିଭାଗର ଅଧିକାରୀଙ୍କ ସମେତ ଶିକ୍ଷାବିତ୍, କୁଳପତି, ପ୍ରଫେସର ସଦସ୍ୟ ରହିବେ । କମିଟି ଯେଉଁ ନିଷ୍ପତ୍ତି ନେବ ସେହି ଅନୁଯାୟୀ ବିଶ୍ୱବିଦ୍ୟାଳୟ କ୍ୟାମ୍ପସ ଖୋଲିବାକୁ ଅନୁମତି ଦିଆଯିବ । ଆଉ ଏକ ନିଷ୍ପତ୍ତି ଶୀଘ୍ର ୨୦୨୫-୨୬ ଶିକ୍ଷାବର୍ଷରେ ରାଜ୍ୟରେ ନୂଆ ଡିଗ୍ରି କଲେଜ ଖୋଲିବ ନାହିଁ । ବରଂ ଯେଉଁ ବ୍ଲକରେ ବିଜ୍ଞାନ ଓ ବାଣିଜ୍ୟ ପରି ପାଠ୍ୟକ୍ରମ ନାହିଁ ସେଠାରେ ଖୋଲିବାକୁ ଉଚ୍ଚଶିକ୍ଷା ବିଭାଗ ବିଚାର କରୁଛି । ଉଦାହରଣ ଅଞ୍ଚଳକୁ ଅଧିକ ଗୁରୁତ୍ୱ ଦିଆଯାଇଛି । ପାଖାପାଖି ବର୍ଷକ ପରେ ବସିଥିବା ଏହି ଉଚ୍ଚସ୍ତରୀୟ କମିଟିରେ [21, 1881, 558, 2173]
mou-signing-photo [954, 904, 1521, 1164]
article2-subhead: ସରକାରୀ ଡିଗ୍ରି କଲେଜରେ ୬୮୯, ଅନୁଦାନପ୍ରାପ୍ତ କଲେଜରେ ୭୮୬ ନିଯୁକ୍ତି ପାଇବେ [46, 874, 915, 905]
